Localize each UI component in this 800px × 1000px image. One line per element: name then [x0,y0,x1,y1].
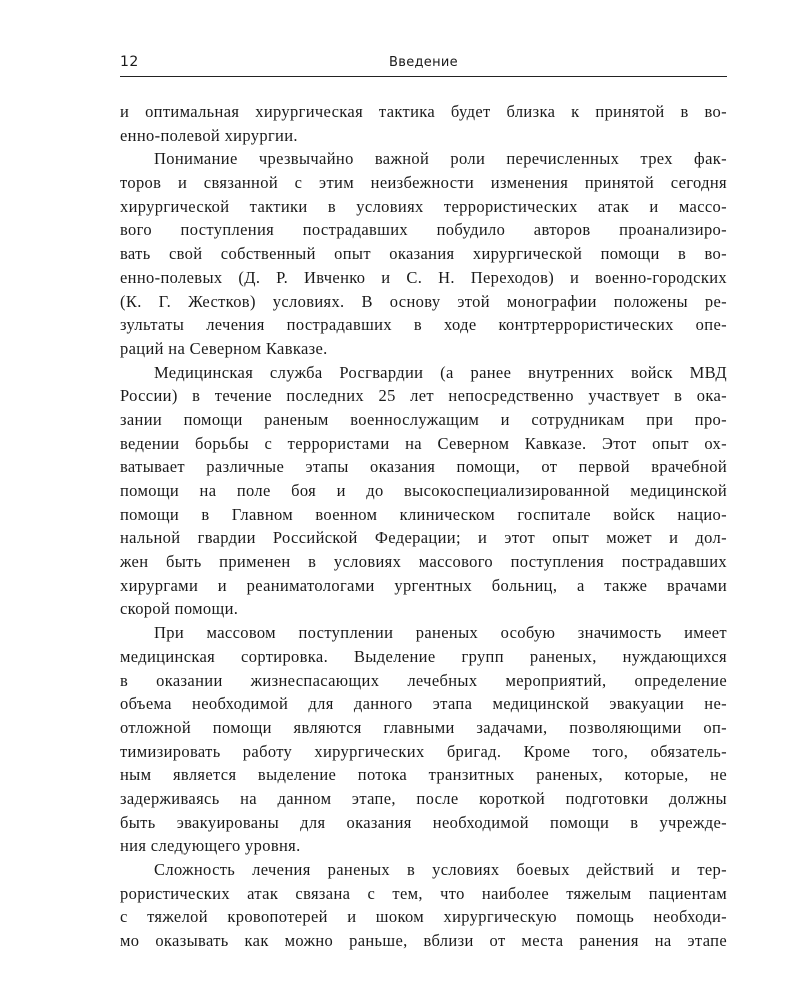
text-line: торов и связанной с этим неизбежности изменения принятой сегодня [120,173,727,193]
text-line: в оказании жизнеспасающих лечебных мероприятий, определение [120,670,727,690]
text-line: быть эвакуированы для оказания необходимой помощи в учрежде- [120,812,727,832]
paragraph [120,100,727,147]
text-line: рористических атак связана с тем, что наиболее тяжелым пациентам [120,883,727,903]
text-line: задерживаясь на данном этапе, после короткой подготовки должны [120,788,727,808]
text-line: енно-полевой хирургии. [120,125,298,145]
text-line: и оптимальная хирургическая тактика будет близка к принятой в во- [120,102,727,121]
paragraph [120,147,727,360]
text-line: ведении борьбы с террористами на Северном Кавказе. Этот опыт ох- [120,433,727,453]
running-title: Введение [389,55,458,70]
text-line: хирургической тактики в условиях террористических атак и массо- [120,196,727,216]
text-line: мо оказывать как можно раньше, вблизи от места ранения на этапе [120,931,727,951]
text-line: помощи в Главном военном клиническом госпитале войск нацио- [120,504,727,524]
text-line: объема необходимой для данного этапа медицинской эвакуации не- [120,694,727,714]
text-line: нальной гвардии Российской Федерации; и этот опыт может и дол- [120,528,727,548]
text-line: При массовом поступлении раненых особую значимость имеет [154,623,727,643]
text-line: енно-полевых (Д. Р. Ивченко и С. Н. Переходов) и военно-городских [120,267,727,287]
text-line: ния следующего уровня. [120,836,301,856]
paragraph [120,621,727,858]
text-line: (К. Г. Жестков) условиях. В основу этой монографии положены ре- [120,291,727,311]
text-line: вать свой собственный опыт оказания хирургической помощи в во- [120,244,727,264]
page-number: 12 [120,54,139,70]
page-header [120,52,727,77]
paragraph [120,858,727,953]
text-line: хирургами и реаниматологами ургентных больниц, а также врачами [120,575,727,595]
text-line: жен быть применен в условиях массового поступления пострадавших [120,552,727,572]
text-line: с тяжелой кровопотерей и шоком хирургическую помощь необходи- [120,907,727,927]
text-line: России) в течение последних 25 лет непосредственно участвует в ока- [120,386,727,406]
text-line: Медицинская служба Росгвардии (а ранее внутренних войск МВД [154,362,727,382]
text-line: зультаты лечения пострадавших в ходе контртеррористических опе- [120,315,727,335]
text-line: отложной помощи являются главными задачами, позволяющими оп- [120,717,727,737]
text-line: тимизировать работу хирургических бригад. Кроме того, обязатель- [120,741,727,761]
paragraph [120,361,727,622]
text-line: Сложность лечения раненых в условиях боевых действий и тер- [154,860,727,879]
text-line: вого поступления пострадавших побудило авторов проанализиро- [120,220,727,240]
text-line: ным является выделение потока транзитных раненых, которые, не [120,765,727,785]
text-line: помощи на поле боя и до высокоспециализированной медицинской [120,481,727,500]
text-line: Понимание чрезвычайно важной роли перечисленных трех фак- [154,149,727,169]
text-line: медицинская сортировка. Выделение групп раненых, нуждающихся [120,646,727,666]
text-line: зании помощи раненым военнослужащим и сотрудникам при про- [120,409,727,429]
text-line: ватывает различные этапы оказания помощи, от первой врачебной [120,457,727,477]
text-line: раций на Северном Кавказе. [120,338,328,358]
text-line: скорой помощи. [120,599,239,619]
body-text [120,100,727,953]
